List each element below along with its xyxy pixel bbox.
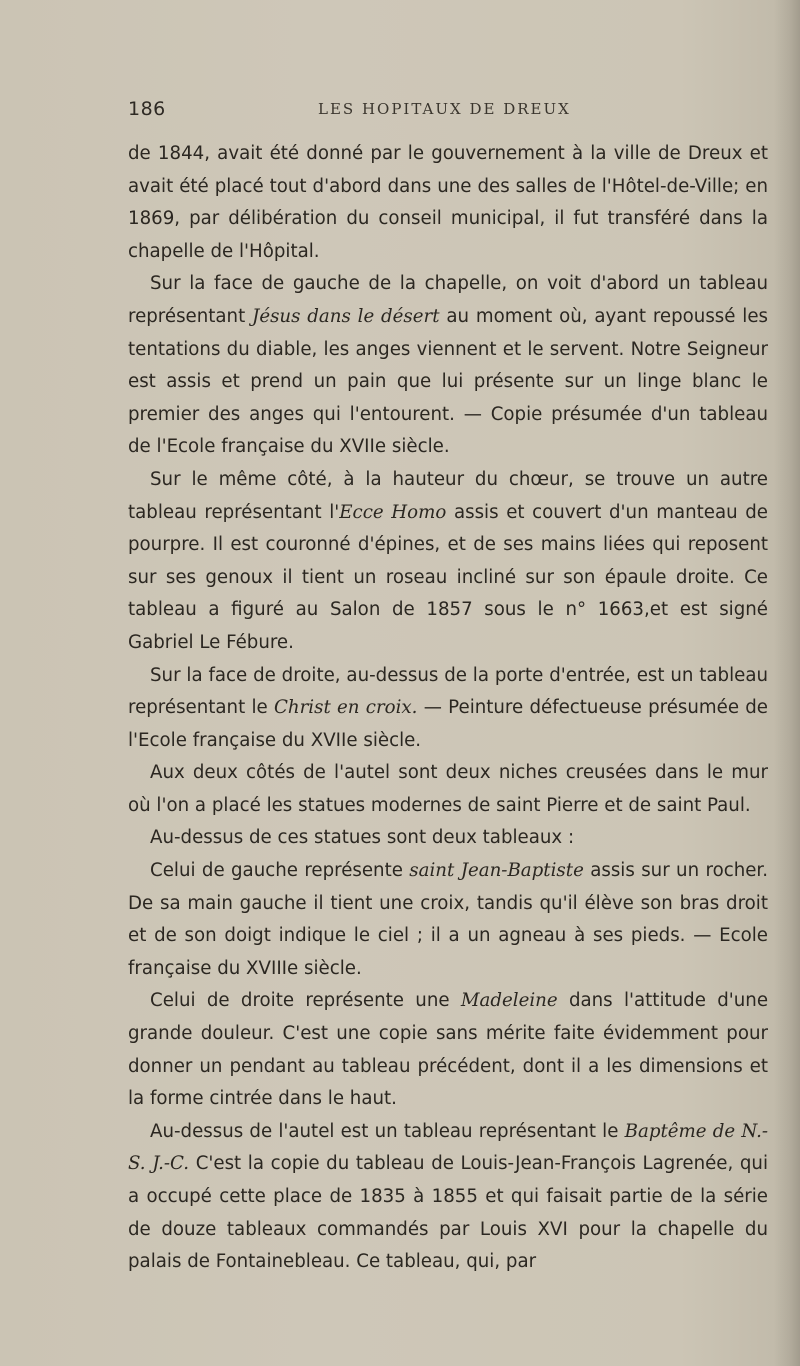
paragraph — [128, 1116, 768, 1279]
text-segment: au moment où, ayant repoussé les tentations du diable, les anges viennent et le servent. Notre Seigneur est assis et prend un pain que lui présente sur un linge blanc le premier des anges qui l'entourent. — Copie présumée d'un tableau de l'Ecole française du XVIIe siècle. — [128, 305, 768, 458]
paragraph — [128, 985, 768, 1115]
text-segment: Sur la face de droite, au-dessus de la porte d'entrée, est un tableau représentant le — [128, 664, 768, 719]
body-text — [128, 138, 768, 1279]
text-segment: Aux deux côtés de l'autel sont deux niches creusées dans le mur où l'on a placé les statues modernes de saint Pierre et de saint Paul. — [128, 762, 768, 816]
text-segment: — Peinture défectueuse présumée de l'Ecole française du XVIIe siècle. — [128, 697, 769, 751]
text-segment: C'est la copie du tableau de Louis-Jean-François Lagrenée, qui a occupé cette place de 1835 à 1855 et qui faisait partie de la série de douze tableaux commandés par Louis XVI pour la chapelle du palais de Fontainebleau. Ce tableau, qui, par — [128, 1153, 769, 1273]
painting-title: Ecce Homo — [339, 501, 447, 523]
painting-title: Baptême de N.-S. J.-C. — [128, 1120, 769, 1175]
text-segment: Sur la face de gauche de la chapelle, on voit d'abord un tableau représentant — [128, 273, 768, 327]
text-segment: Au-dessus de l'autel est un tableau représentant le — [150, 1120, 625, 1142]
page-number: 186 — [128, 98, 166, 120]
painting-title: Jésus dans le désert — [252, 305, 440, 327]
text-segment: dans l'attitude d'une grande douleur. C'est une copie sans mérite faite évidemment pour donner un pendant au tableau précédent, dont il a les dimensions et la forme cintrée dans le haut. — [128, 990, 769, 1110]
page-edge-shadow — [774, 0, 800, 1366]
painting-title: saint Jean-Baptiste — [409, 860, 584, 882]
paragraph — [128, 757, 768, 822]
running-head — [128, 98, 768, 122]
painting-title: Christ en croix. — [273, 697, 418, 719]
text-segment: Au-dessus de ces statues sont deux tableaux : — [150, 827, 575, 849]
running-title: LES HOPITAUX DE DREUX — [318, 100, 571, 118]
paragraph — [128, 138, 768, 268]
text-segment: de 1844, avait été donné par le gouvernement à la ville de Dreux et avait été placé tout d'abord dans une des salles de l'Hôtel-de-Ville; en 1869, par délibération du conseil municipal, il fut transféré dans la chapelle de l'Hôpital. — [128, 143, 768, 262]
text-segment: Celui de gauche représente — [150, 860, 410, 882]
painting-title: Madeleine — [460, 990, 558, 1012]
text-segment: assis sur un rocher. De sa main gauche il tient une croix, tandis qu'il élève son bras droit et de son doigt indique le ciel ; il a un agneau à ses pieds. — Ecole française du XVIIIe siècle. — [128, 860, 768, 979]
paragraph — [128, 268, 768, 464]
text-segment: Sur le même côté, à la hauteur du chœur, se trouve un autre tableau représentant l' — [128, 468, 768, 523]
paragraph — [128, 822, 768, 855]
paragraph — [128, 660, 768, 758]
paragraph — [128, 464, 768, 660]
text-segment: Celui de droite représente une — [150, 990, 461, 1012]
text-segment: assis et couvert d'un manteau de pourpre. Il est couronné d'épines, et de ses mains liées qui reposent sur ses genoux il tient un roseau incliné sur son épaule droite. Ce tableau a figuré au Salon de 1857 sous le n° 1663,et est signé Gabriel Le Fébure. — [128, 501, 768, 653]
paragraph — [128, 855, 768, 985]
